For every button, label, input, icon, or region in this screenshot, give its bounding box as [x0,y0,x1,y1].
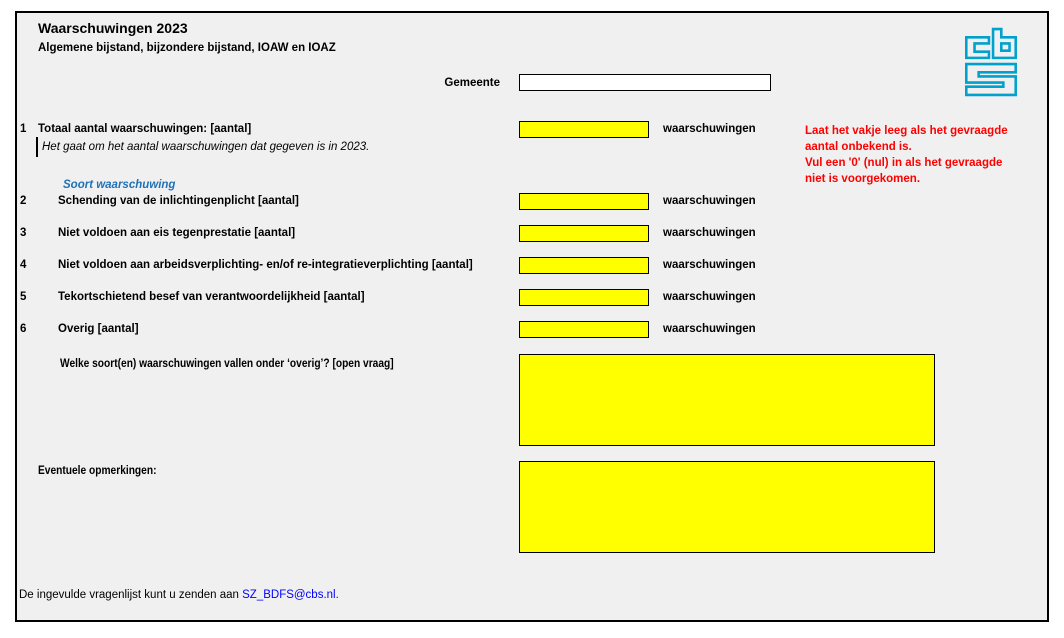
instruction-note [805,123,1045,187]
unit-label: waarschuwingen [663,123,756,135]
question-row-5 [17,291,1047,309]
question-label: Schending van de inlichtingenplicht [aantal] [58,195,299,207]
page-subtitle: Algemene bijstand, bijzondere bijstand, IOAW en IOAZ [38,42,336,54]
instruction-line: niet is voorgekomen. [805,173,921,185]
question-label: Overig [aantal] [58,323,139,335]
question-row-2 [17,195,1047,213]
question-number: 2 [20,195,27,207]
instruction-line: aantal onbekend is. [805,141,912,153]
question-4-input[interactable] [519,257,649,274]
footer-note [19,589,339,601]
open-question-label: Welke soort(en) waarschuwingen vallen onder ‘overig’? [open vraag] [60,356,394,370]
gemeente-label: Gemeente [444,77,500,89]
footer-text: De ingevulde vragenlijst kunt u zenden aan [19,589,243,601]
question-label: Niet voldoen aan arbeidsverplichting- en/of re-integratieverplichting [aantal] [58,259,473,271]
open-question-textarea[interactable] [519,354,935,446]
question-label: Niet voldoen aan eis tegenprestatie [aantal] [58,227,296,239]
unit-label: waarschuwingen [663,323,756,335]
question-number: 6 [20,323,27,335]
question-row-6 [17,323,1047,341]
unit-label: waarschuwingen [663,291,756,303]
remarks-textarea[interactable] [519,461,935,553]
gemeente-input[interactable] [519,74,771,91]
question-number: 5 [20,291,27,303]
instruction-line: Laat het vakje leeg als het gevraagde [805,125,1008,137]
question-number: 3 [20,227,27,239]
question-row-3 [17,227,1047,245]
question-3-input[interactable] [519,225,649,242]
question-1-input[interactable] [519,121,649,138]
question-6-input[interactable] [519,321,649,338]
instruction-line: Vul een '0' (nul) in als het gevraagde [805,157,1003,169]
remarks-label: Eventuele opmerkingen: [38,463,157,477]
question-number: 1 [20,123,27,135]
question-label: Totaal aantal waarschuwingen: [aantal] [38,123,252,135]
unit-label: waarschuwingen [663,227,756,239]
question-label: Tekortschietend besef van verantwoordelijkheid [aantal] [58,291,365,303]
question-2-input[interactable] [519,193,649,210]
unit-label: waarschuwingen [663,259,756,271]
question-number: 4 [20,259,27,271]
question-5-input[interactable] [519,289,649,306]
email-link[interactable]: SZ_BDFS@cbs.nl. [242,589,339,601]
page-title: Waarschuwingen 2023 [38,20,188,36]
question-row-4 [17,259,1047,277]
question-1-note: Het gaat om het aantal waarschuwingen dat gegeven is in 2023. [36,137,369,157]
form-frame [15,11,1049,622]
unit-label: waarschuwingen [663,195,756,207]
section-heading: Soort waarschuwing [63,179,176,191]
cbs-logo-icon [964,27,1018,102]
